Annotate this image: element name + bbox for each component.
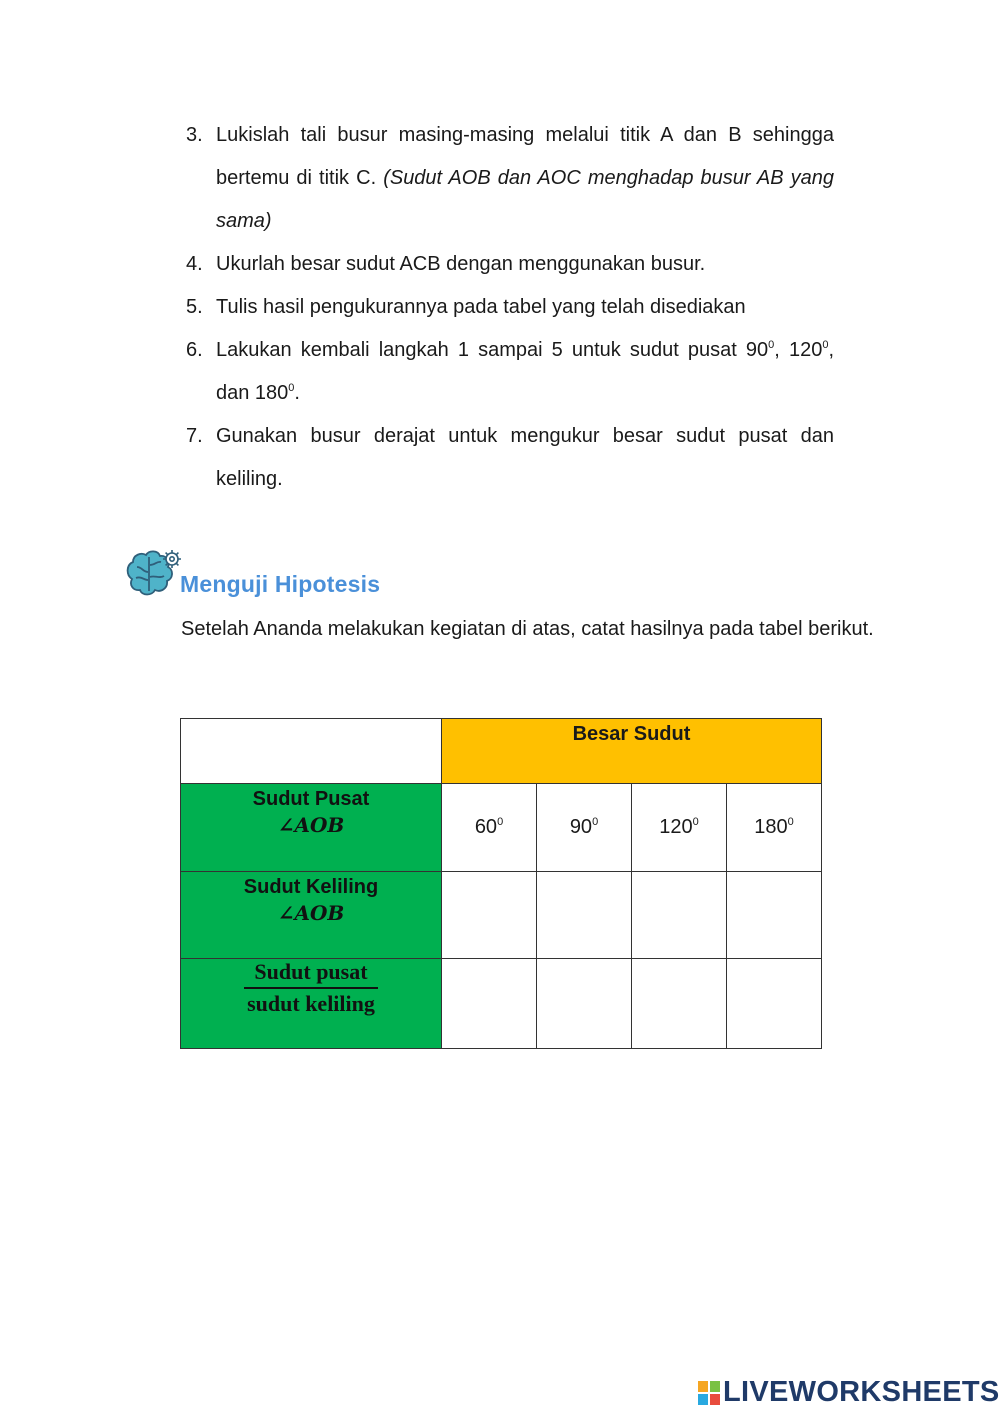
degree-sup: 0 xyxy=(592,816,599,828)
step-text: , 120 xyxy=(774,339,823,361)
angle-cell xyxy=(442,784,537,872)
answer-input-cell[interactable] xyxy=(442,959,537,1049)
row-label-text: Sudut Keliling xyxy=(243,876,379,898)
liveworksheets-brand xyxy=(698,1376,1000,1410)
angle-cell xyxy=(537,784,632,872)
degree-sup: 0 xyxy=(497,816,504,828)
step-text: Gunakan busur derajat untuk mengukur besar sudut pusat dan keliling. xyxy=(216,425,834,490)
step-item xyxy=(186,286,834,329)
step-text: , dan 180 xyxy=(216,339,835,404)
answer-input-cell[interactable] xyxy=(632,959,727,1049)
row-label-ratio xyxy=(181,959,442,1049)
step-text: . xyxy=(294,382,300,404)
answer-input-cell[interactable] xyxy=(727,959,822,1049)
liveworksheets-wordmark: LIVEWORKSHEETS xyxy=(723,1376,1000,1408)
step-item xyxy=(186,114,834,243)
angle-value: 180 xyxy=(754,816,788,838)
angle-value: 120 xyxy=(659,816,693,838)
answer-input-cell[interactable] xyxy=(442,872,537,959)
table-header-row xyxy=(181,719,822,784)
step-item xyxy=(186,243,834,286)
results-table xyxy=(180,718,822,1049)
answer-input-cell[interactable] xyxy=(727,872,822,959)
brain-gear-icon xyxy=(124,545,186,605)
angle-symbol: ∠AOB xyxy=(277,813,345,837)
degree-sup: 0 xyxy=(822,339,829,351)
degree-sup: 0 xyxy=(768,339,775,351)
corner-cell xyxy=(181,719,442,784)
fraction-denominator: sudut keliling xyxy=(247,991,375,1016)
answer-input-cell[interactable] xyxy=(537,872,632,959)
degree-sup: 0 xyxy=(288,382,295,394)
step-number: 5. xyxy=(186,296,203,318)
answer-input-cell[interactable] xyxy=(537,959,632,1049)
step-note: (Sudut AOB dan AOC menghadap busur AB yang sama) xyxy=(216,167,834,232)
table-row xyxy=(181,784,822,872)
row-label-sudut-keliling xyxy=(181,872,442,959)
section-header xyxy=(124,545,524,605)
angle-cell xyxy=(632,784,727,872)
step-text: Ukurlah besar sudut ACB dengan menggunakan busur. xyxy=(216,253,706,275)
step-item xyxy=(186,329,834,415)
degree-sup: 0 xyxy=(787,816,794,828)
angle-symbol: ∠AOB xyxy=(277,901,345,925)
ratio-fraction xyxy=(244,959,377,1017)
row-label-text: Sudut Pusat xyxy=(252,788,370,810)
step-text: Lukislah tali busur masing-masing melalui titik A dan B sehingga bertemu di titik C. xyxy=(216,124,834,189)
angle-value: 90 xyxy=(569,816,593,838)
step-number: 4. xyxy=(186,253,203,275)
step-item xyxy=(186,415,834,501)
answer-input-cell[interactable] xyxy=(632,872,727,959)
step-text: Tulis hasil pengukurannya pada tabel yang telah disediakan xyxy=(216,296,746,318)
step-number: 6. xyxy=(186,339,203,361)
instruction-steps xyxy=(186,114,834,501)
row-label-sudut-pusat xyxy=(181,784,442,872)
fraction-numerator: Sudut pusat xyxy=(244,959,377,989)
step-text: Lakukan kembali langkah 1 sampai 5 untuk sudut pusat 90 xyxy=(216,339,769,361)
step-number: 3. xyxy=(186,124,203,146)
step-number: 7. xyxy=(186,425,203,447)
table-row xyxy=(181,872,822,959)
liveworksheets-logo-icon xyxy=(698,1381,720,1405)
angle-cell xyxy=(727,784,822,872)
table-row xyxy=(181,959,822,1049)
angle-value: 60 xyxy=(474,816,498,838)
section-intro: Setelah Ananda melakukan kegiatan di atas, catat hasilnya pada tabel berikut. xyxy=(181,618,874,640)
besar-sudut-header: Besar Sudut xyxy=(442,719,822,784)
section-title: Menguji Hipotesis xyxy=(180,571,381,597)
degree-sup: 0 xyxy=(692,816,699,828)
